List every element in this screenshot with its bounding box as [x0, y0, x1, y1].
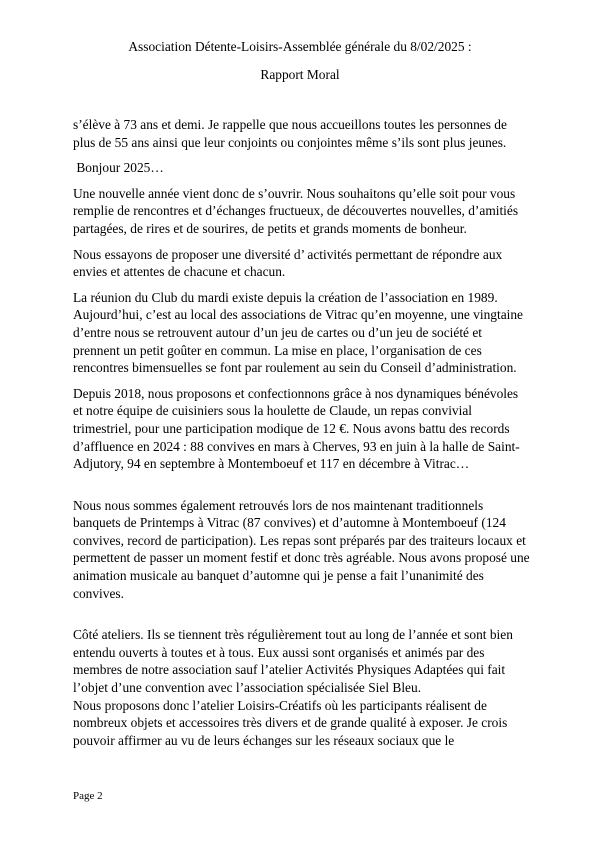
document-header — [0, 37, 600, 84]
paragraph-banquets: Nous nous sommes également retrouvés lors de nos maintenant traditionnels banquets de Printemps à Vitrac (87 convives) et d’automne à Montemboeuf (124 convives, record de participation). Les repas sont préparés par des traiteurs locaux et permettent de passer un moment festif et donc très agréable. Nous avons proposé une animation musicale au banquet d’automne qui je pense a fait l’unanimité des convives. — [73, 497, 530, 601]
paragraph-ateliers: Côté ateliers. Ils se tiennent très régulièrement tout au long de l’année et sont bien entendu ouverts à toutes et à tous. Eux aussi sont organisés et animés par des membres de notre association sauf l’atelier Activités Physiques Adaptées qui fait l’objet d’une convention avec l’association spécialisée Siel Bleu. — [73, 627, 513, 696]
paragraph-club-mardi: La réunion du Club du mardi existe depuis la création de l’association en 1989. Aujourd’hui, c’est au local des associations de Vitrac qu’en moyenne, une vingtaine d’entre nous se retrouvent autour d’un jeu de cartes ou d’un jeu de société et prennent un petit goûter en commun. La mise en place, l’organisation de ces rencontres bimensuelles se font par roulement au sein du Conseil d’administration. — [73, 289, 524, 376]
paragraph-new-year: Une nouvelle année vient donc de s’ouvrir. Nous souhaitons qu’elle soit pour vous remplie de rencontres et d’échanges fructueux, de découvertes nouvelles, d’amitiés partagées, de rires et de sourires, de petits et grands moments de bonheur. — [73, 185, 519, 236]
paragraph-loisirs-creatifs: Nous proposons donc l’atelier Loisirs-Créatifs où les participants réalisent de nombreux objets et accessoires très divers et de grande qualité à exposer. Je crois pouvoir affirmer au vu de leurs échanges sur les réseaux sociaux que le — [73, 697, 508, 748]
document-subtitle: Rapport Moral — [260, 67, 340, 82]
document-body — [73, 116, 531, 749]
page-number: Page 2 — [73, 790, 103, 802]
document-title: Association Détente-Loisirs-Assemblée générale du 8/02/2025 : — [128, 39, 472, 54]
paragraph-repas: Depuis 2018, nous proposons et confectionnons grâce à nos dynamiques bénévoles et notre équipe de cuisiniers sous la houlette de Claude, un repas convivial trimestriel, pour une participation modique de 12 €. Nous avons battu des records d’affluence en 2024 : 88 convives en mars à Cherves, 93 en juin à la halle de Saint-Adjutory, 94 en septembre à Montemboeuf et 117 en décembre à Vitrac… — [73, 385, 520, 472]
paragraph-greeting: Bonjour 2025… — [73, 160, 164, 176]
paragraph-age: s’élève à 73 ans et demi. Je rappelle que nous accueillons toutes les personnes de plus de 55 ans ainsi que leur conjoints ou conjointes même s’ils sont plus jeunes. — [73, 117, 507, 150]
paragraph-activities: Nous essayons de proposer une diversité d’ activités permettant de répondre aux envies et attentes de chacune et chacun. — [73, 246, 503, 280]
